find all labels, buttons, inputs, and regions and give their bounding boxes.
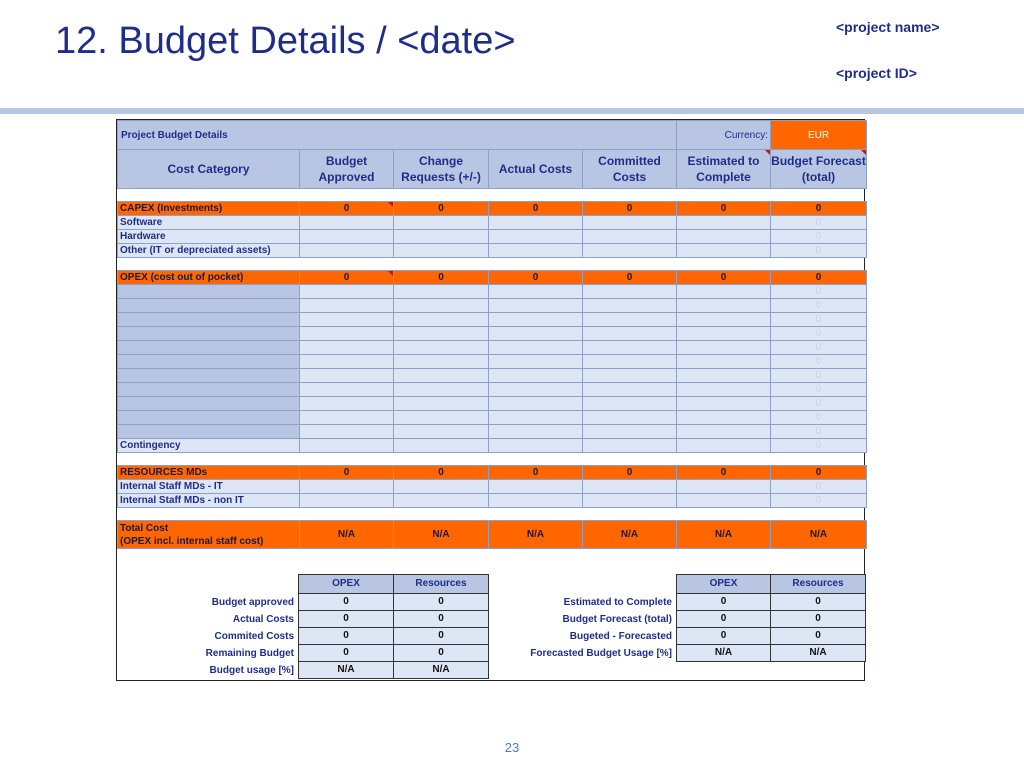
opex-row-forecast: 0: [771, 411, 867, 425]
opex-input-cell[interactable]: [394, 313, 489, 327]
resources-input-cell[interactable]: [489, 494, 583, 508]
opex-input-cell[interactable]: [677, 439, 771, 453]
opex-input-cell[interactable]: [583, 411, 677, 425]
capex-total-value: 0: [489, 202, 583, 216]
opex-input-cell[interactable]: [300, 397, 394, 411]
opex-input-cell[interactable]: [300, 383, 394, 397]
opex-input-cell[interactable]: [583, 355, 677, 369]
spacer-cell: [118, 453, 867, 466]
summary-resources-value: 0: [771, 628, 866, 645]
opex-row-label[interactable]: [118, 299, 300, 313]
summary-label: Budget approved: [211, 596, 294, 608]
opex-input-cell[interactable]: [583, 327, 677, 341]
capex-input-cell[interactable]: [394, 244, 489, 258]
capex-total-value: 0: [583, 202, 677, 216]
opex-total-row: [118, 271, 867, 285]
resources-input-cell[interactable]: [394, 494, 489, 508]
table-title-row: [118, 121, 867, 150]
summary-row: [299, 594, 489, 611]
spacer-cell: [118, 189, 867, 202]
summary-row: [677, 594, 866, 611]
summary-opex-value: 0: [677, 628, 771, 645]
summary-label-row: [117, 611, 298, 628]
opex-row-label[interactable]: [118, 383, 300, 397]
resources-input-cell[interactable]: [677, 494, 771, 508]
opex-row-label[interactable]: [118, 355, 300, 369]
header-estimated-to-complete: Estimated to Complete: [677, 150, 771, 189]
summary-left-labels: [117, 594, 298, 679]
summary-opex-value: 0: [677, 611, 771, 628]
opex-row-label[interactable]: [118, 397, 300, 411]
opex-input-cell[interactable]: [394, 355, 489, 369]
summary-label: Budget Forecast (total): [562, 613, 672, 625]
opex-input-cell[interactable]: [489, 285, 583, 299]
opex-input-cell[interactable]: [583, 425, 677, 439]
summary-row: [677, 628, 866, 645]
summary-label-row: [117, 594, 298, 611]
opex-input-cell[interactable]: [489, 327, 583, 341]
opex-input-cell[interactable]: [489, 439, 583, 453]
header-cost-category: Cost Category: [118, 150, 300, 189]
opex-total-value: 0: [771, 271, 867, 285]
opex-row-forecast: 0: [771, 299, 867, 313]
opex-row-label[interactable]: [118, 285, 300, 299]
opex-input-cell[interactable]: [394, 425, 489, 439]
opex-input-cell[interactable]: [394, 397, 489, 411]
opex-input-cell[interactable]: [394, 411, 489, 425]
summary-label: Actual Costs: [232, 613, 294, 625]
opex-input-cell[interactable]: [677, 285, 771, 299]
opex-input-cell[interactable]: [583, 397, 677, 411]
opex-label: OPEX (cost out of pocket): [118, 271, 300, 285]
capex-total-row: [118, 202, 867, 216]
opex-row-forecast: 0: [771, 369, 867, 383]
resources-input-cell[interactable]: [583, 494, 677, 508]
capex-input-cell[interactable]: [583, 230, 677, 244]
summary-opex-value: 0: [299, 645, 394, 662]
summary-opex-value: 0: [299, 628, 394, 645]
resources-input-cell[interactable]: [300, 494, 394, 508]
opex-row-label[interactable]: [118, 327, 300, 341]
opex-row: [118, 425, 867, 439]
opex-input-cell[interactable]: [677, 411, 771, 425]
summary-label: Budget usage [%]: [209, 664, 294, 676]
opex-row: [118, 341, 867, 355]
spacer-row: [118, 258, 867, 271]
opex-input-cell[interactable]: [394, 383, 489, 397]
summary-header-opex: OPEX: [299, 575, 394, 594]
summary-left-table: [298, 574, 489, 679]
opex-row-forecast: 0: [771, 439, 867, 453]
header-committed-costs: Committed Costs: [583, 150, 677, 189]
opex-row-label[interactable]: [118, 425, 300, 439]
summary-label-row: [488, 594, 676, 611]
header-actual-costs: Actual Costs: [489, 150, 583, 189]
summary-resources-value: 0: [394, 611, 489, 628]
summary-label: Bugeted - Forecasted: [569, 630, 672, 642]
total-cost-value: N/A: [677, 521, 771, 549]
opex-input-cell[interactable]: [489, 299, 583, 313]
resources-total-value: 0: [394, 466, 489, 480]
project-id: <project ID>: [836, 65, 917, 81]
header-row: [118, 150, 867, 189]
summary-row: [299, 662, 489, 679]
total-cost-label-line2: (OPEX incl. internal staff cost): [120, 535, 264, 547]
opex-row-label[interactable]: Contingency: [118, 439, 300, 453]
resources-row-label[interactable]: Internal Staff MDs - non IT: [118, 494, 300, 508]
summary-label: Commited Costs: [214, 630, 294, 642]
capex-input-cell[interactable]: [300, 230, 394, 244]
capex-input-cell[interactable]: [677, 244, 771, 258]
summary-row: [677, 645, 866, 662]
opex-input-cell[interactable]: [677, 369, 771, 383]
opex-input-cell[interactable]: [300, 411, 394, 425]
title-divider: [0, 108, 1024, 114]
summary-opex-value: 0: [677, 594, 771, 611]
summary-resources-value: N/A: [771, 645, 866, 662]
resources-label: RESOURCES MDs: [118, 466, 300, 480]
resources-total-value: 0: [300, 466, 394, 480]
page-number: 23: [504, 740, 520, 755]
opex-row-label[interactable]: [118, 369, 300, 383]
capex-row-label[interactable]: Hardware: [118, 230, 300, 244]
opex-row-forecast: 0: [771, 383, 867, 397]
opex-input-cell[interactable]: [300, 369, 394, 383]
summary-opex-value: 0: [299, 594, 394, 611]
capex-input-cell[interactable]: [300, 244, 394, 258]
capex-row: [118, 216, 867, 230]
summary-resources-value: 0: [394, 628, 489, 645]
summary-right-labels: [488, 594, 676, 662]
resources-row-forecast: 0: [771, 480, 867, 494]
summary-header-resources: Resources: [771, 575, 866, 594]
summary-row: [299, 611, 489, 628]
summary-header-resources: Resources: [394, 575, 489, 594]
total-cost-value: N/A: [771, 521, 867, 549]
opex-row-label[interactable]: [118, 313, 300, 327]
spacer-row: [118, 453, 867, 466]
currency-value[interactable]: EUR: [771, 121, 867, 150]
opex-input-cell[interactable]: [583, 369, 677, 383]
header-change-requests: Change Requests (+/-): [394, 150, 489, 189]
resources-input-cell[interactable]: [489, 480, 583, 494]
total-cost-value: N/A: [300, 521, 394, 549]
summary-label: Estimated to Complete: [563, 596, 672, 608]
summary-header-row: [677, 575, 866, 594]
summary-resources-value: 0: [394, 645, 489, 662]
opex-input-cell[interactable]: [300, 285, 394, 299]
opex-total-value: 0: [677, 271, 771, 285]
summary-right-table: [676, 574, 866, 662]
resources-input-cell[interactable]: [583, 480, 677, 494]
summary-resources-value: 0: [771, 594, 866, 611]
summary-label-row: [488, 645, 676, 662]
opex-row: [118, 285, 867, 299]
opex-input-cell[interactable]: [300, 313, 394, 327]
opex-row-forecast: 0: [771, 285, 867, 299]
total-cost-row: [118, 521, 867, 549]
opex-row: [118, 313, 867, 327]
opex-input-cell[interactable]: [394, 341, 489, 355]
opex-input-cell[interactable]: [489, 425, 583, 439]
opex-input-cell[interactable]: [489, 383, 583, 397]
opex-row: [118, 439, 867, 453]
opex-row-label[interactable]: [118, 411, 300, 425]
opex-input-cell[interactable]: [489, 369, 583, 383]
opex-input-cell[interactable]: [489, 341, 583, 355]
summary-opex-value: 0: [299, 611, 394, 628]
resources-row-forecast: 0: [771, 494, 867, 508]
opex-row: [118, 355, 867, 369]
opex-input-cell[interactable]: [583, 341, 677, 355]
resources-input-cell[interactable]: [300, 480, 394, 494]
opex-input-cell[interactable]: [394, 439, 489, 453]
summary-row: [299, 645, 489, 662]
summary-label-row: [488, 611, 676, 628]
capex-row: [118, 230, 867, 244]
capex-input-cell[interactable]: [489, 216, 583, 230]
total-cost-label-line1: Total Cost: [120, 522, 169, 534]
opex-row-label[interactable]: [118, 341, 300, 355]
opex-input-cell[interactable]: [677, 299, 771, 313]
opex-input-cell[interactable]: [677, 327, 771, 341]
summary-opex-value: N/A: [299, 662, 394, 679]
opex-total-value: 0: [489, 271, 583, 285]
opex-input-cell[interactable]: [583, 285, 677, 299]
opex-row-forecast: 0: [771, 327, 867, 341]
resources-input-cell[interactable]: [394, 480, 489, 494]
spacer-row: [118, 508, 867, 521]
opex-row-forecast: 0: [771, 355, 867, 369]
table-title: Project Budget Details: [118, 121, 677, 150]
resources-total-value: 0: [583, 466, 677, 480]
currency-label: Currency:: [677, 121, 771, 150]
opex-row-forecast: 0: [771, 425, 867, 439]
capex-total-value: 0: [771, 202, 867, 216]
resources-total-value: 0: [489, 466, 583, 480]
opex-row: [118, 327, 867, 341]
opex-total-value: 0: [583, 271, 677, 285]
opex-input-cell[interactable]: [677, 341, 771, 355]
summary-label-row: [117, 662, 298, 679]
summary-label-row: [117, 628, 298, 645]
summary-row: [299, 628, 489, 645]
opex-input-cell[interactable]: [300, 355, 394, 369]
opex-input-cell[interactable]: [394, 327, 489, 341]
resources-total-value: 0: [771, 466, 867, 480]
opex-input-cell[interactable]: [394, 369, 489, 383]
opex-input-cell[interactable]: [583, 383, 677, 397]
opex-row: [118, 411, 867, 425]
opex-input-cell[interactable]: [677, 313, 771, 327]
resources-row-label[interactable]: Internal Staff MDs - IT: [118, 480, 300, 494]
total-cost-value: N/A: [489, 521, 583, 549]
opex-input-cell[interactable]: [489, 313, 583, 327]
opex-input-cell[interactable]: [394, 285, 489, 299]
capex-row-label[interactable]: Software: [118, 216, 300, 230]
capex-input-cell[interactable]: [489, 244, 583, 258]
capex-input-cell[interactable]: [677, 216, 771, 230]
summary-resources-value: N/A: [394, 662, 489, 679]
capex-input-cell[interactable]: [394, 216, 489, 230]
capex-row-forecast: 0: [771, 216, 867, 230]
total-cost-label: [118, 521, 300, 549]
opex-input-cell[interactable]: [677, 383, 771, 397]
capex-input-cell[interactable]: [583, 216, 677, 230]
spacer-cell: [118, 258, 867, 271]
summary-label-row: [488, 628, 676, 645]
opex-row-forecast: 0: [771, 341, 867, 355]
opex-input-cell[interactable]: [677, 397, 771, 411]
budget-table: [117, 120, 867, 549]
opex-input-cell[interactable]: [583, 439, 677, 453]
capex-row-label[interactable]: Other (IT or depreciated assets): [118, 244, 300, 258]
total-cost-value: N/A: [583, 521, 677, 549]
opex-input-cell[interactable]: [394, 299, 489, 313]
spacer-row: [118, 189, 867, 202]
header-budget-approved: Budget Approved: [300, 150, 394, 189]
opex-input-cell[interactable]: [300, 341, 394, 355]
resources-row: [118, 480, 867, 494]
summary-label: Remaining Budget: [205, 647, 294, 659]
opex-row-forecast: 0: [771, 397, 867, 411]
opex-row: [118, 299, 867, 313]
opex-input-cell[interactable]: [583, 313, 677, 327]
capex-input-cell[interactable]: [394, 230, 489, 244]
resources-total-row: [118, 466, 867, 480]
opex-input-cell[interactable]: [489, 397, 583, 411]
opex-row: [118, 397, 867, 411]
capex-input-cell[interactable]: [489, 230, 583, 244]
capex-input-cell[interactable]: [300, 216, 394, 230]
summary-resources-value: 0: [394, 594, 489, 611]
resources-total-value: 0: [677, 466, 771, 480]
capex-total-value: 0: [677, 202, 771, 216]
resources-input-cell[interactable]: [677, 480, 771, 494]
capex-label: CAPEX (Investments): [118, 202, 300, 216]
spacer-cell: [118, 508, 867, 521]
summary-header-row: [299, 575, 489, 594]
header-budget-forecast: Budget Forecast (total): [771, 150, 867, 189]
slide-title: 12. Budget Details / <date>: [55, 20, 516, 62]
opex-row: [118, 369, 867, 383]
opex-input-cell[interactable]: [489, 355, 583, 369]
capex-total-value: 0: [300, 202, 394, 216]
opex-total-value: 0: [300, 271, 394, 285]
opex-input-cell[interactable]: [677, 425, 771, 439]
capex-total-value: 0: [394, 202, 489, 216]
opex-input-cell[interactable]: [300, 425, 394, 439]
capex-input-cell[interactable]: [677, 230, 771, 244]
capex-row-forecast: 0: [771, 244, 867, 258]
project-name: <project name>: [836, 19, 940, 35]
capex-input-cell[interactable]: [583, 244, 677, 258]
opex-input-cell[interactable]: [300, 299, 394, 313]
total-cost-value: N/A: [394, 521, 489, 549]
resources-row: [118, 494, 867, 508]
opex-input-cell[interactable]: [677, 355, 771, 369]
opex-input-cell[interactable]: [583, 299, 677, 313]
capex-row: [118, 244, 867, 258]
opex-input-cell[interactable]: [300, 439, 394, 453]
opex-total-value: 0: [394, 271, 489, 285]
opex-row: [118, 383, 867, 397]
summary-row: [677, 611, 866, 628]
summary-opex-value: N/A: [677, 645, 771, 662]
opex-input-cell[interactable]: [489, 411, 583, 425]
capex-row-forecast: 0: [771, 230, 867, 244]
summary-label: Forecasted Budget Usage [%]: [530, 647, 672, 659]
summary-resources-value: 0: [771, 611, 866, 628]
summary-header-opex: OPEX: [677, 575, 771, 594]
summary-label-row: [117, 645, 298, 662]
budget-sheet: [116, 119, 865, 681]
opex-input-cell[interactable]: [300, 327, 394, 341]
opex-row-forecast: 0: [771, 313, 867, 327]
